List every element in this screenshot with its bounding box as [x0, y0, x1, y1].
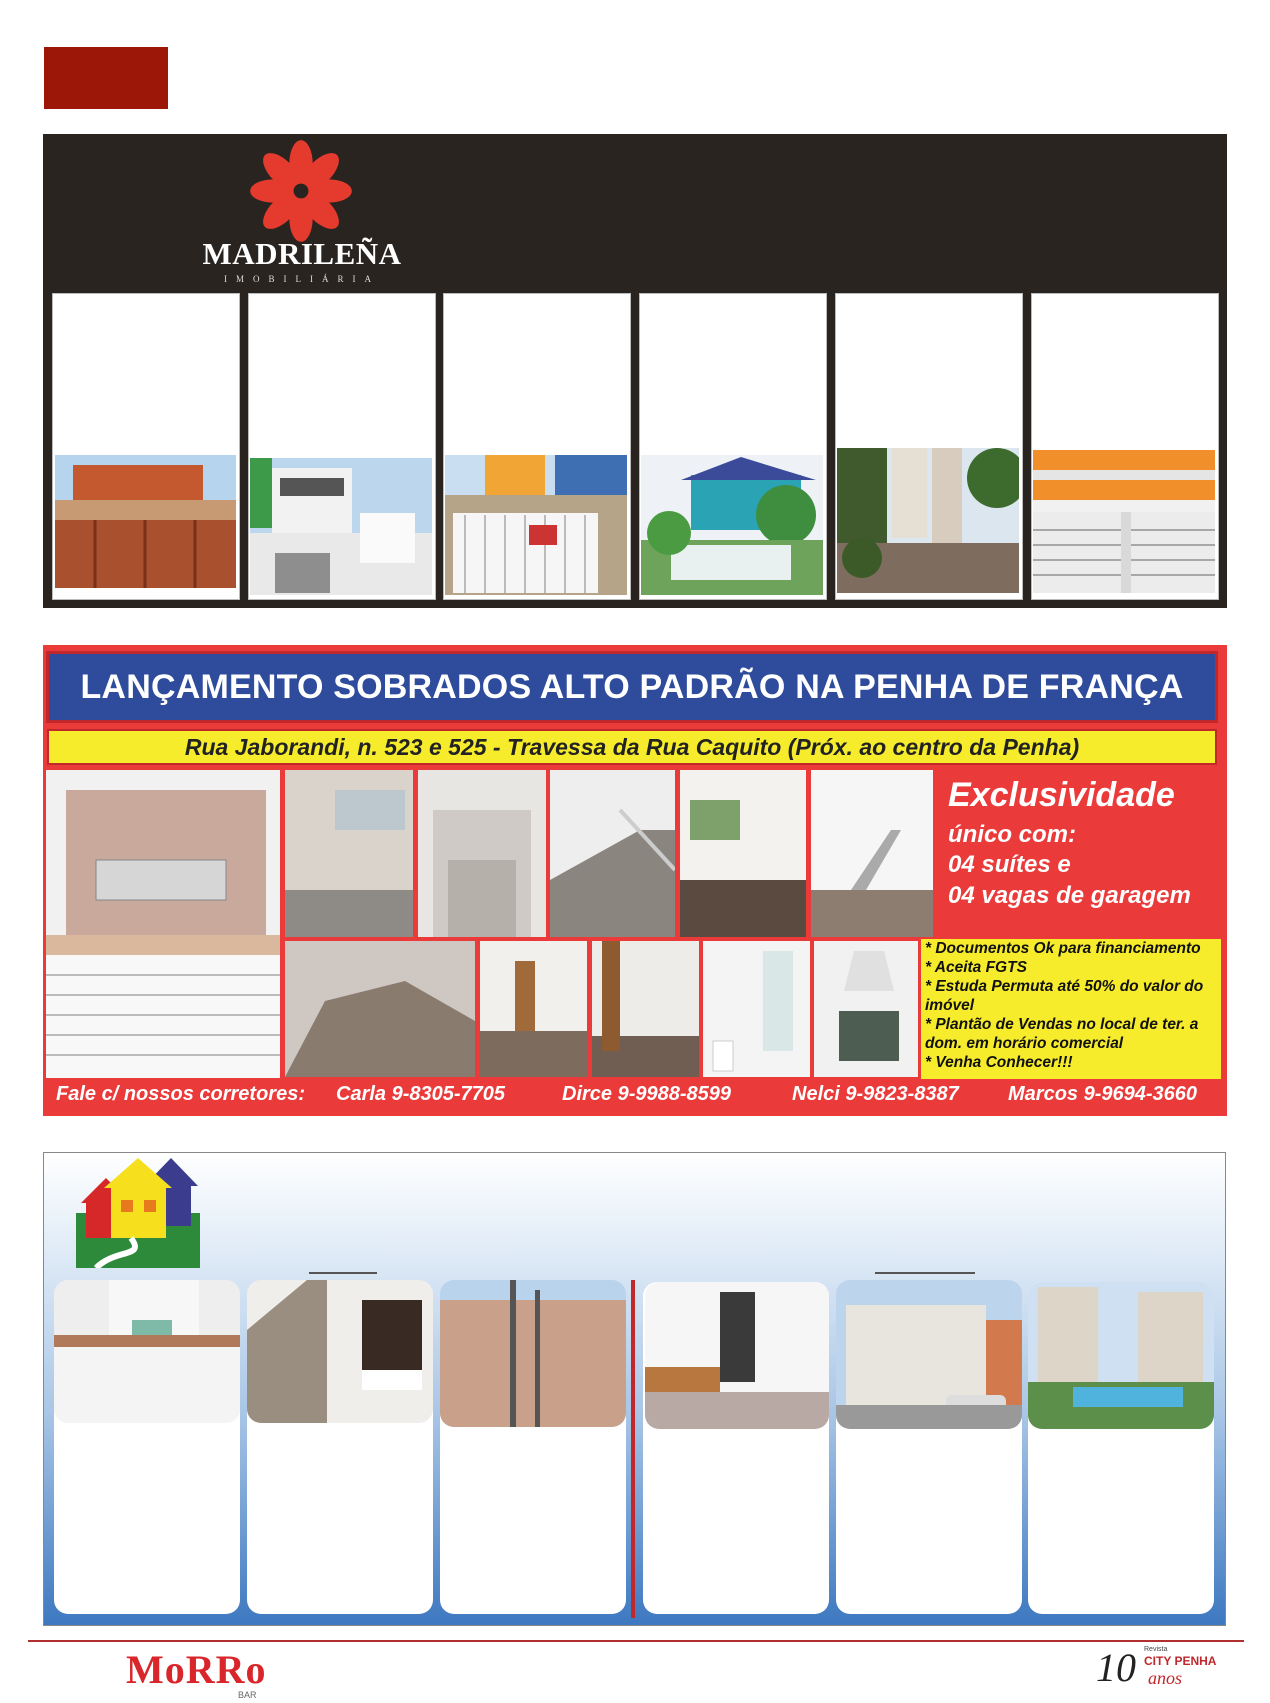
morro-bar-logo: MoRRo	[126, 1647, 267, 1692]
facade-photo	[46, 770, 280, 1078]
launch-ad-address: Rua Jaborandi, n. 523 e 525 - Travessa da Rua Caquito (Próx. ao centro da Penha)	[47, 729, 1217, 765]
street-houses-photo	[440, 1280, 626, 1427]
house-photo-3	[445, 455, 627, 595]
anos-word: anos	[1148, 1668, 1183, 1688]
benefit-item: * Aceita FGTS	[925, 959, 1027, 976]
benefits-box	[921, 939, 1221, 1079]
madrilena-logo-sub: IMOBILIÁRIA	[224, 274, 380, 284]
stairs-interior-photo	[247, 1280, 433, 1423]
city-penha-name: CITY PENHA	[1144, 1654, 1217, 1668]
feature-line: único com:	[948, 821, 1077, 848]
house-photo-6	[1033, 450, 1215, 593]
benefit-item: * Documentos Ok para financiamento	[925, 940, 1201, 957]
benefit-item: * Venha Conhecer!!!	[925, 1054, 1073, 1071]
contact-nelci: Nelci 9-9823-8387	[792, 1083, 959, 1105]
garage-interior-photo	[645, 1282, 829, 1429]
launch-ad-title: LANÇAMENTO SOBRADOS ALTO PADRÃO NA PENHA DE FRANÇA	[46, 651, 1218, 723]
feature-line: 04 vagas de garagem	[948, 882, 1191, 909]
house-photo-1	[55, 455, 236, 588]
revista-label: Revista	[1144, 1646, 1168, 1653]
city-penha-logo	[1096, 1644, 1216, 1690]
corner-house-photo	[836, 1280, 1022, 1429]
exclusivity-headline: Exclusividade	[948, 776, 1175, 814]
section-dash	[875, 1272, 975, 1274]
header-tab	[44, 47, 168, 109]
contact-dirce: Dirce 9-9988-8599	[562, 1083, 732, 1105]
living-room-photo	[680, 770, 806, 937]
hallway-photo	[480, 941, 587, 1077]
house-photo-2	[250, 458, 432, 595]
section-divider	[631, 1280, 635, 1618]
room-stairs-photo	[811, 770, 933, 937]
footer-line	[28, 1640, 1244, 1642]
garage-photo	[418, 770, 546, 937]
madrilena-logo-name: MADRILEÑA	[202, 236, 402, 271]
stair-rail-photo	[550, 770, 675, 937]
section-dash	[309, 1272, 377, 1274]
bathroom-photo	[703, 941, 810, 1077]
anniversary-number: 10	[1096, 1645, 1136, 1690]
building-photo-5	[837, 448, 1019, 593]
contact-marcos: Marcos 9-9694-3660	[1008, 1083, 1198, 1105]
contact-label: Fale c/ nossos corretores:	[56, 1083, 305, 1105]
feature-line: 04 suítes e	[948, 851, 1071, 878]
red-flower-icon	[248, 138, 354, 244]
condo-pool-photo	[1028, 1282, 1214, 1429]
contact-carla: Carla 9-8305-7705	[336, 1083, 506, 1105]
colorful-houses-icon	[76, 1158, 200, 1268]
benefit-item: * Plantão de Vendas no local de ter. a dom. em horário comercial	[925, 1016, 1199, 1052]
townhouse-photo	[54, 1280, 240, 1423]
corridor-photo	[592, 941, 699, 1077]
spiral-stairs-photo	[285, 941, 475, 1077]
morro-bar-sub: BAR	[238, 1690, 257, 1700]
house-photo-4	[641, 455, 823, 595]
skylight-photo	[814, 941, 918, 1077]
balcony-photo	[285, 770, 413, 937]
benefit-item: * Estuda Permuta até 50% do valor do imóvel	[925, 978, 1204, 1014]
